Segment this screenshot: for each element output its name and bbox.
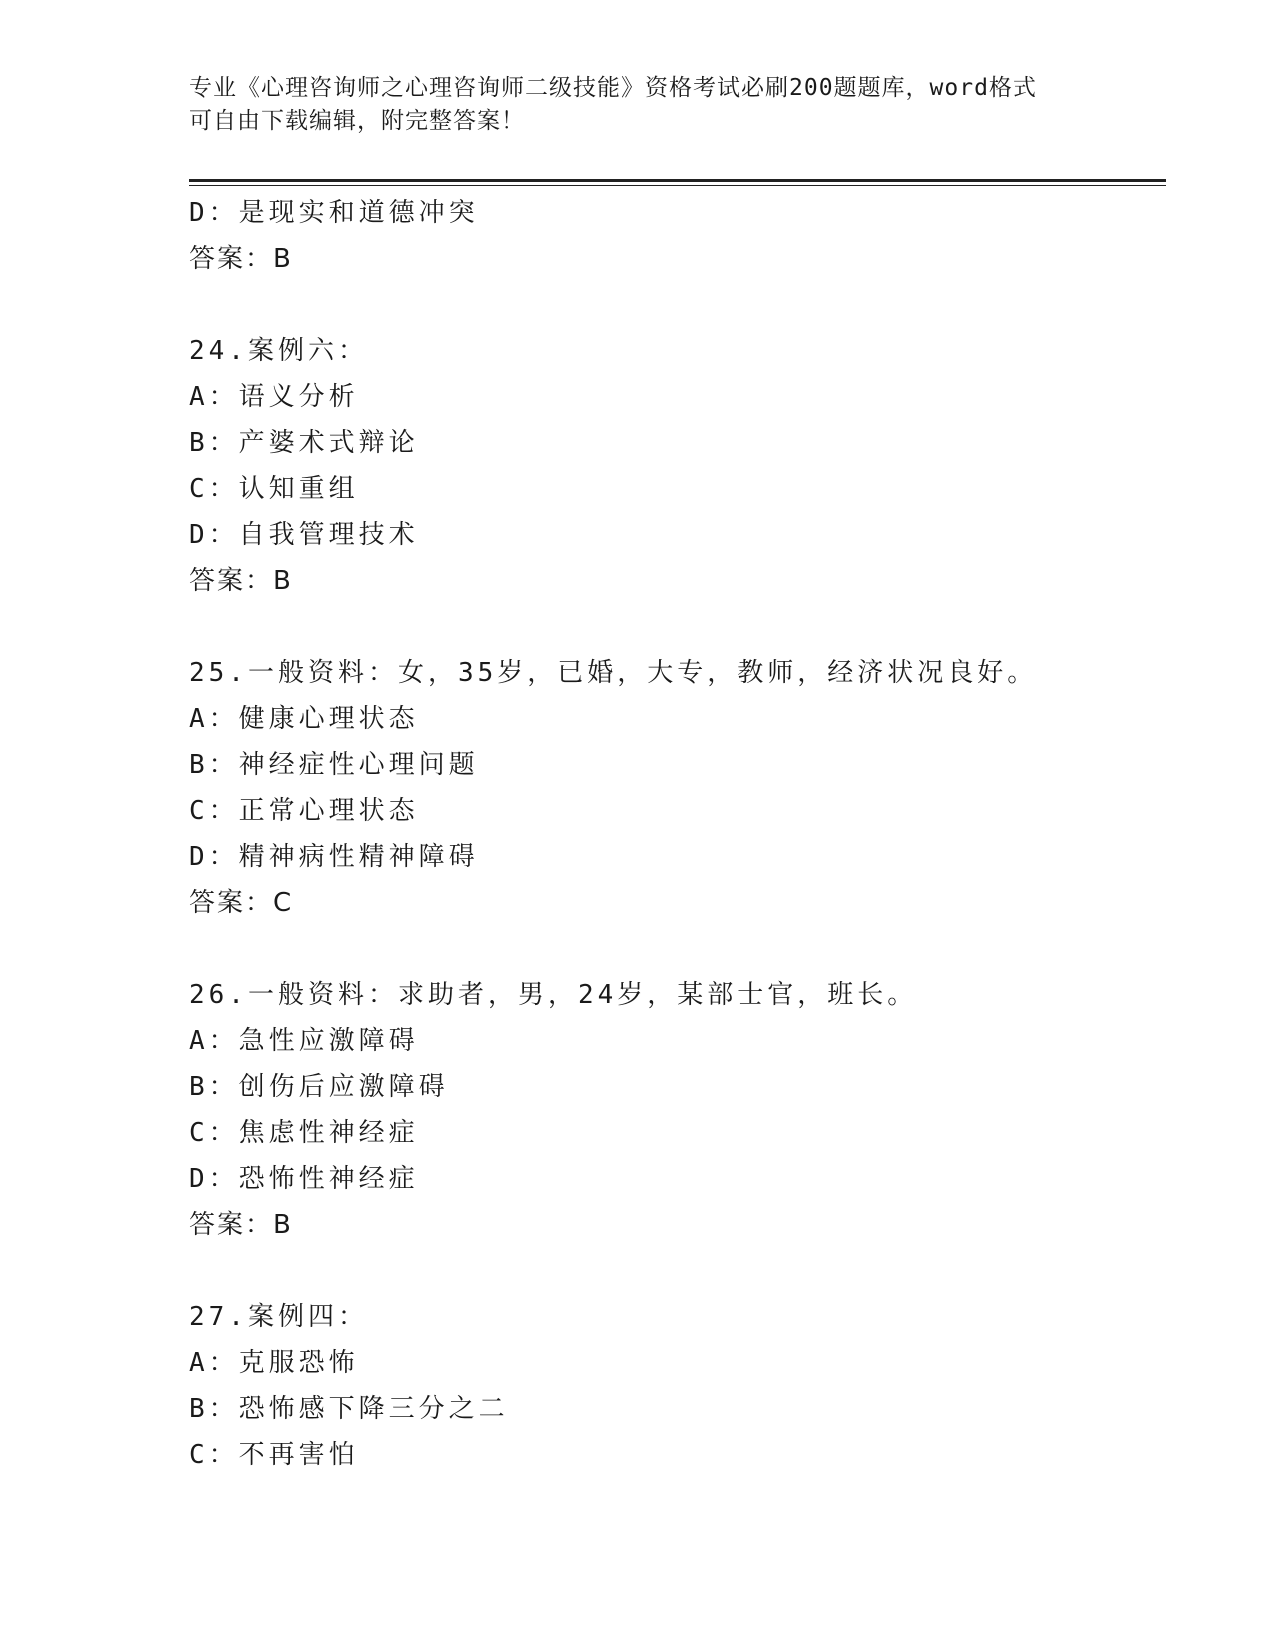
header-title-line-2: 可自由下载编辑，附完整答案！ — [189, 108, 525, 134]
option-c: C：认知重组 — [189, 474, 359, 504]
option-b: B：产婆术式辩论 — [189, 428, 419, 458]
option-c: C：正常心理状态 — [189, 796, 419, 826]
option-a: A：健康心理状态 — [189, 704, 419, 734]
option-d: D：自我管理技术 — [189, 520, 419, 550]
option-c: C：不再害怕 — [189, 1440, 359, 1470]
previous-question-fragment — [189, 190, 1166, 282]
option-b: B：恐怖感下降三分之二 — [189, 1394, 509, 1424]
answer-line: 答案：B — [189, 1210, 293, 1240]
option-a: A：克服恐怖 — [189, 1348, 359, 1378]
option-c: C：焦虑性神经症 — [189, 1118, 419, 1148]
header-title-line-1: 专业《心理咨询师之心理咨询师二级技能》资格考试必刷200题题库，word格式 — [189, 75, 1037, 101]
answer-line: 答案：C — [189, 888, 294, 918]
question-24 — [189, 328, 1166, 604]
option-b: B：神经症性心理问题 — [189, 750, 479, 780]
question-25 — [189, 650, 1166, 926]
question-stem: 25.一般资料：女，35岁，已婚，大专，教师，经济状况良好。 — [189, 658, 1038, 688]
option-a: A：急性应激障碍 — [189, 1026, 419, 1056]
header-divider-thin — [189, 185, 1166, 186]
question-27 — [189, 1294, 1166, 1478]
option-d: D：恐怖性神经症 — [189, 1164, 419, 1194]
option-a: A：语义分析 — [189, 382, 359, 412]
answer-line: 答案：B — [189, 244, 293, 274]
option-d: D：精神病性精神障碍 — [189, 842, 479, 872]
question-stem: 24.案例六： — [189, 336, 368, 366]
answer-line: 答案：B — [189, 566, 293, 596]
document-header — [189, 72, 1089, 138]
question-list — [189, 190, 1166, 1478]
option-b: B：创伤后应激障碍 — [189, 1072, 449, 1102]
question-stem: 26.一般资料：求助者，男，24岁，某部士官，班长。 — [189, 980, 918, 1010]
question-stem: 27.案例四： — [189, 1302, 368, 1332]
question-26 — [189, 972, 1166, 1248]
header-divider-thick — [189, 179, 1166, 182]
option-d: D：是现实和道德冲突 — [189, 198, 479, 228]
